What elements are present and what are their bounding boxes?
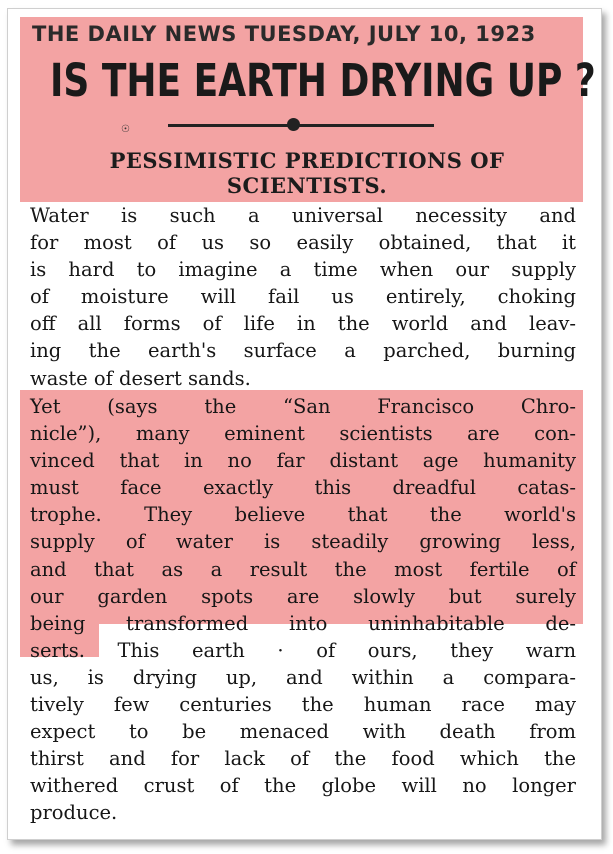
subheadline: [62, 148, 552, 198]
text-line: serts. This earth · of ours, they warn: [30, 638, 576, 662]
text-line: produce.: [30, 801, 118, 825]
text-line: withered crust of the globe will no longer: [30, 774, 576, 798]
paragraph-intro: [30, 202, 576, 392]
text-line: must face exactly this dreadful catas-: [30, 476, 576, 500]
text-line: waste of desert sands.: [30, 366, 251, 390]
text-line: Yet (says the “San Francisco Chro-: [30, 395, 576, 418]
text-line: our garden spots are slowly but surely: [30, 584, 576, 608]
text-line: off all forms of life in the world and leav-: [30, 312, 576, 336]
text-line: being transformed into uninhabitable de-: [30, 611, 576, 635]
text-line: nicle”), many eminent scientists are con-: [30, 422, 576, 446]
print-speck: ☉: [121, 124, 130, 135]
text-line: for most of us so easily obtained, that it: [30, 231, 576, 255]
text-line: Water is such a universal necessity and: [30, 204, 576, 227]
divider-ornament: [287, 118, 300, 131]
text-line: trophe. They believe that the world's: [30, 503, 576, 527]
text-line: expect to be menaced with death from: [30, 720, 576, 744]
text-line: us, is drying up, and within a compara-: [30, 665, 576, 689]
text-line: vinced that in no far distant age humanity: [30, 449, 576, 473]
text-line: and that as a result the most fertile of: [30, 557, 576, 581]
subhead-line: PESSIMISTIC PREDICTIONS OF: [109, 148, 505, 173]
text-line: supply of water is steadily growing less,: [30, 530, 576, 554]
text-line: of moisture will fail us entirely, choking: [30, 285, 576, 309]
text-line: tively few centuries the human race may: [30, 693, 576, 717]
text-line: thirst and for lack of the food which the: [30, 747, 576, 771]
divider-rule: [168, 124, 434, 127]
text-line: is hard to imagine a time when our supply: [30, 258, 576, 282]
dateline: THE DAILY NEWS TUESDAY, JULY 10, 1923: [32, 22, 536, 46]
subhead-line: SCIENTISTS.: [226, 173, 388, 198]
text-line: ing the earth's surface a parched, burning: [30, 339, 576, 363]
paragraph-main: [30, 393, 576, 827]
headline: IS THE EARTH DRYING UP ?: [50, 56, 596, 108]
